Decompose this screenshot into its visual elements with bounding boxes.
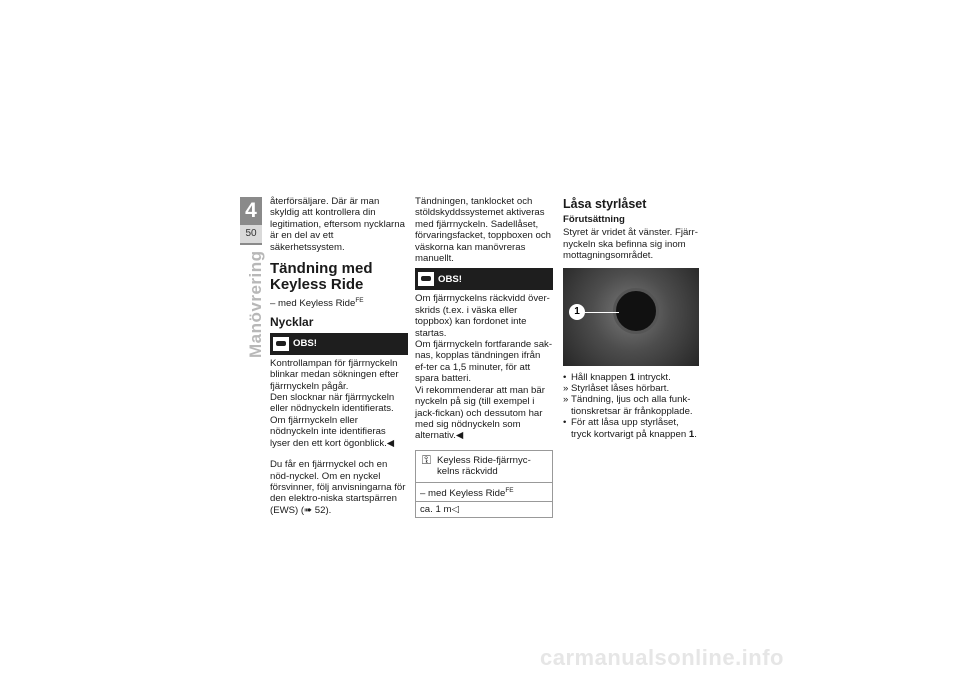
col1-intro: återförsäljare. Där är man skyldig att kontrollera din legitimation, eftersom nycklarna är en del av ett säkerhetssystem. xyxy=(270,196,405,253)
obs-label: OBS! xyxy=(438,273,462,285)
watermark: carmanualsonline.info xyxy=(540,645,784,670)
steering-lock-heading: Låsa styrlåset xyxy=(563,197,647,211)
range-table xyxy=(415,450,553,519)
range-table-variant: – med Keyless Ride$^{FE}$ xyxy=(416,483,552,502)
photo-callout: 1 xyxy=(569,304,585,320)
col1-para: Du får en fjärrnyckel och en nöd-nyckel. Om en nyckel försvinner, följ anvisningarna för den elektro-niska startspärren (EWS) (➠ 52). xyxy=(270,459,406,516)
list-item: » Tändning, ljus och alla funk-tionskretsar är frånkopplade. xyxy=(563,394,693,417)
list-item: • För att låsa upp styrlåset, tryck kortvarigt på knappen 1. xyxy=(563,417,697,440)
col2-intro: Tändningen, tanklocket och stöldskyddssystemet aktiveras med fjärrnyckeln. Sadellåset, förvaringsfacket, toppboxen och väskorna kan manövreras manuellt. xyxy=(415,196,551,265)
chapter-tab xyxy=(240,197,262,245)
range-table-value: ca. 1 m◁ xyxy=(420,503,459,515)
keys-heading: Nycklar xyxy=(270,315,314,330)
key-fob-icon: ⚿ xyxy=(421,452,432,467)
column-1 xyxy=(270,196,408,516)
chapter-number: 4 xyxy=(245,199,257,222)
page-number: 50 xyxy=(240,225,262,243)
precondition-text: Styret är vridet åt vänster. Fjärr-nyckeln ska befinna sig inom mottagningsområdet. xyxy=(563,227,698,262)
variant-note: – med Keyless Ride$^{FE}$ xyxy=(270,297,364,310)
obs-text: Kontrollampan för fjärrnyckeln blinkar medan sökningen efter fjärrnyckeln pågår. Den slocknar när fjärrnyckeln eller nödnyckeln identifierats. Om fjärrnyckeln eller nödnyckeln inte identifieras lyser den ett kort ögonblick.◀ xyxy=(270,357,399,449)
section-label: Manövrering xyxy=(246,250,265,358)
obs-text: Om fjärrnyckelns räckvidd över-skrids (t.ex. i väska eller toppbox) kan fordonet inte startas. Om fjärrnyckeln fortfarande sak-nas, kopplas tändningen ifrån ef-ter ca 1,5 minuter, för att spara batteri. Vi rekommenderar att man bär nyckeln på sig (till exempel i jack-fickan) och dessutom har med sig nödnyckeln som alternativ.◀ xyxy=(415,293,553,442)
list-item: • Håll knappen 1 intryckt. xyxy=(563,371,671,383)
obs-banner xyxy=(415,268,553,290)
range-table-title: Keyless Ride-fjärrnyc-kelns räckvidd xyxy=(436,454,531,478)
range-table-header xyxy=(416,451,552,483)
hand-pointer-icon xyxy=(273,337,289,351)
steps-list xyxy=(563,372,701,440)
list-item: » Styrlåset låses hörbart. xyxy=(563,383,670,395)
ignition-button xyxy=(613,288,659,334)
precondition-heading: Förutsättning xyxy=(563,214,625,225)
column-2 xyxy=(415,196,553,518)
ignition-heading: Tändning med Keyless Ride xyxy=(270,260,373,294)
obs-banner xyxy=(270,333,408,355)
column-3 xyxy=(563,196,701,440)
handlebar-photo xyxy=(563,268,699,366)
obs-label: OBS! xyxy=(293,338,317,350)
hand-pointer-icon xyxy=(418,272,434,286)
